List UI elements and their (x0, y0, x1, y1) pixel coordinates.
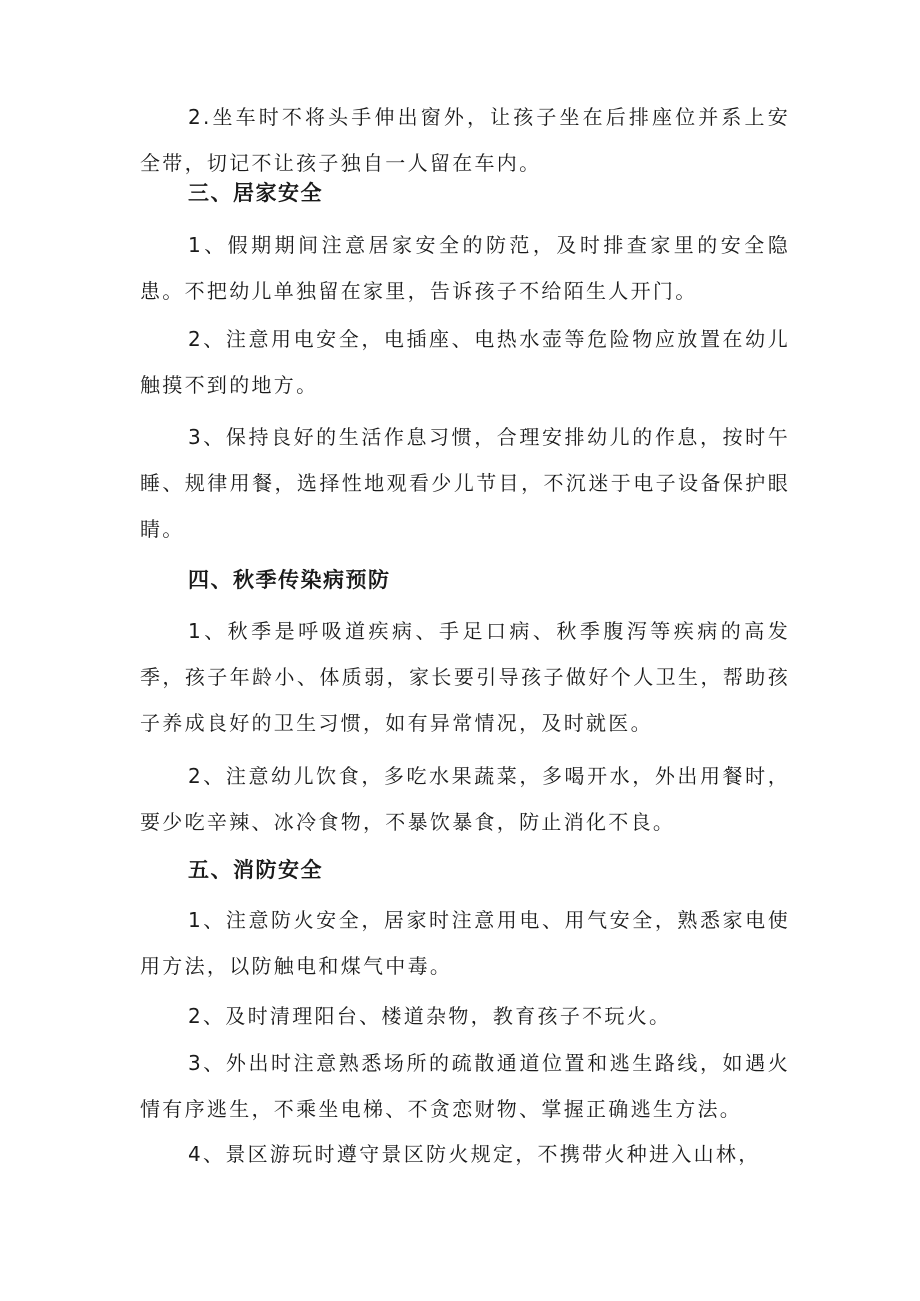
paragraph-fire-safety-3: 3、外出时注意熟悉场所的疏散通道位置和逃生路线，如遇火情有序逃生，不乘坐电梯、不贪恋财物、掌握正确逃生方法。 (140, 1051, 790, 1121)
paragraph-autumn-disease-1: 1、秋季是呼吸道疾病、手足口病、秋季腹泻等疾病的高发季，孩子年龄小、体质弱，家长要引导孩子做好个人卫生，帮助孩子养成良好的卫生习惯，如有异常情况，及时就医。 (140, 619, 790, 735)
paragraph-fire-safety-4: 4、景区游玩时遵守景区防火规定，不携带火种进入山林， (188, 1142, 761, 1166)
paragraph-autumn-disease-2: 2、注意幼儿饮食，多吃水果蔬菜，多喝开水，外出用餐时，要少吃辛辣、冰冷食物，不暴饮暴食，防止消化不良。 (140, 764, 790, 834)
section-heading-home-safety: 三、居家安全 (188, 181, 323, 205)
section-heading-fire-safety: 五、消防安全 (188, 858, 323, 882)
section-heading-autumn-disease: 四、秋季传染病预防 (188, 568, 391, 592)
paragraph-fire-safety-1: 1、注意防火安全，居家时注意用电、用气安全，熟悉家电使用方法，以防触电和煤气中毒。 (140, 908, 790, 978)
paragraph-home-safety-3: 3、保持良好的生活作息习惯，合理安排幼儿的作息，按时午睡、规律用餐，选择性地观看少儿节目，不沉迷于电子设备保护眼睛。 (140, 425, 790, 541)
paragraph-car-safety-2: 2.坐车时不将头手伸出窗外，让孩子坐在后排座位并系上安全带，切记不让孩子独自一人留在车内。 (140, 105, 790, 175)
paragraph-fire-safety-2: 2、及时清理阳台、楼道杂物，教育孩子不玩火。 (188, 1004, 672, 1028)
paragraph-home-safety-2: 2、注意用电安全，电插座、电热水壶等危险物应放置在幼儿触摸不到的地方。 (140, 327, 790, 397)
paragraph-home-safety-1: 1、假期期间注意居家安全的防范，及时排查家里的安全隐患。不把幼儿单独留在家里，告诉孩子不给陌生人开门。 (140, 233, 790, 303)
